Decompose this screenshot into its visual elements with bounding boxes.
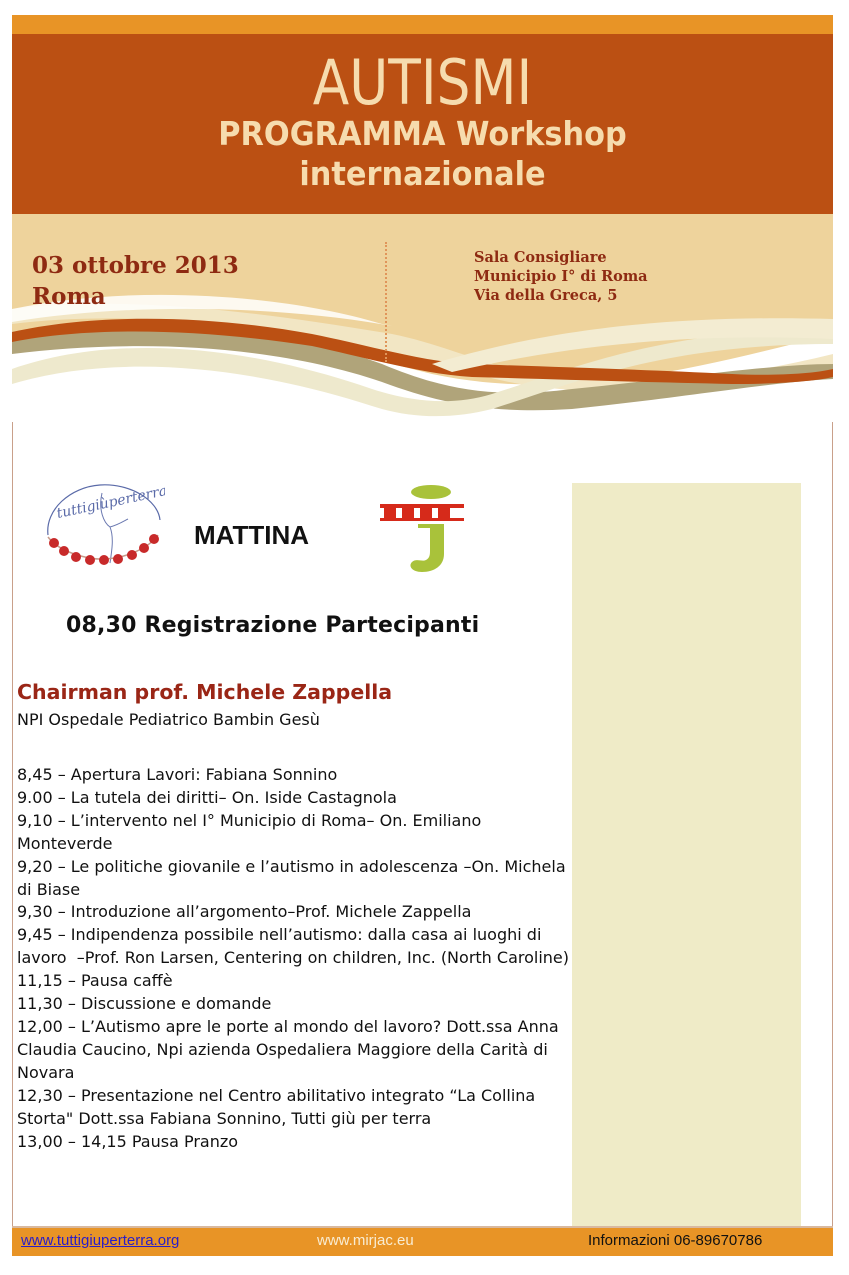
mirjac-logo-icon xyxy=(378,484,468,574)
footer-bar xyxy=(12,1228,833,1256)
tuttigiuperterra-link[interactable]: www.tuttigiuperterra.org xyxy=(21,1232,180,1249)
tuttigiupertera-logo-icon xyxy=(40,475,165,575)
event-date-block xyxy=(32,250,239,312)
event-date: 03 ottobre 2013 xyxy=(32,252,239,279)
subtitle-line-2: internazionale xyxy=(299,154,546,193)
schedule-item: 12,00 – L’Autismo apre le porte al mondo del lavoro? Dott.ssa Anna Claudia Caucino, Npi azienda Ospedaliera Maggiore della Carità di Novara xyxy=(17,1016,564,1082)
venue-line-2: Municipio I° di Roma xyxy=(474,268,648,285)
session-label: MATTINA xyxy=(194,520,310,550)
subtitle-line-1: PROGRAMMA Workshop xyxy=(218,114,627,153)
schedule-item: 9,10 – L’intervento nel I° Municipio di Roma– On. Emiliano Monteverde xyxy=(17,810,487,853)
schedule-item: 13,00 – 14,15 Pausa Pranzo xyxy=(17,1131,239,1151)
right-sidebar-panel xyxy=(572,483,801,1226)
schedule-item: 9,20 – Le politiche giovanile e l’autismo in adolescenza –On. Michela di Biase xyxy=(17,856,571,899)
top-orange-strip xyxy=(12,15,833,34)
venue-line-1: Sala Consigliare xyxy=(474,249,607,266)
schedule-item: 11,30 – Discussione e domande xyxy=(17,994,272,1014)
schedule-item: 9,45 – Indipendenza possibile nell’autismo: dalla casa ai luoghi di lavoro –Prof. Ron Larsen, Centering on children, Inc. (North Caroline) xyxy=(17,925,569,968)
page-title: AUTISMI xyxy=(312,46,533,119)
schedule-item: 9,30 – Introduzione all’argomento–Prof. Michele Zappella xyxy=(17,902,472,922)
event-info-band xyxy=(12,212,833,422)
chairman-heading: Chairman prof. Michele Zappella xyxy=(17,680,393,704)
mirjac-link[interactable]: www.mirjac.eu xyxy=(317,1232,414,1249)
schedule-item: 11,15 – Pausa caffè xyxy=(17,971,173,991)
chairman-affiliation: NPI Ospedale Pediatrico Bambin Gesù xyxy=(17,710,320,729)
info-phone: Informazioni 06-89670786 xyxy=(588,1232,763,1249)
schedule-list xyxy=(17,764,572,1153)
schedule-item: 12,30 – Presentazione nel Centro abilitativo integrato “La Collina Storta" Dott.ssa Fabiana Sonnino, Tutti giù per terra xyxy=(17,1085,541,1128)
schedule-item: 8,45 – Apertura Lavori: Fabiana Sonnino xyxy=(17,765,338,784)
wave-decoration-icon xyxy=(12,214,833,422)
schedule-item: 9.00 – La tutela dei diritti– On. Iside Castagnola xyxy=(17,787,397,807)
event-city: Roma xyxy=(32,283,106,310)
venue-line-3: Via della Greca, 5 xyxy=(474,287,618,304)
registration-heading: 08,30 Registrazione Partecipanti xyxy=(66,613,480,638)
svg-text:tuttigiùperterra: tuttigiùperterra xyxy=(55,482,165,522)
vertical-dotted-divider xyxy=(385,242,387,362)
event-venue-block xyxy=(474,248,648,305)
header-banner xyxy=(12,34,833,212)
